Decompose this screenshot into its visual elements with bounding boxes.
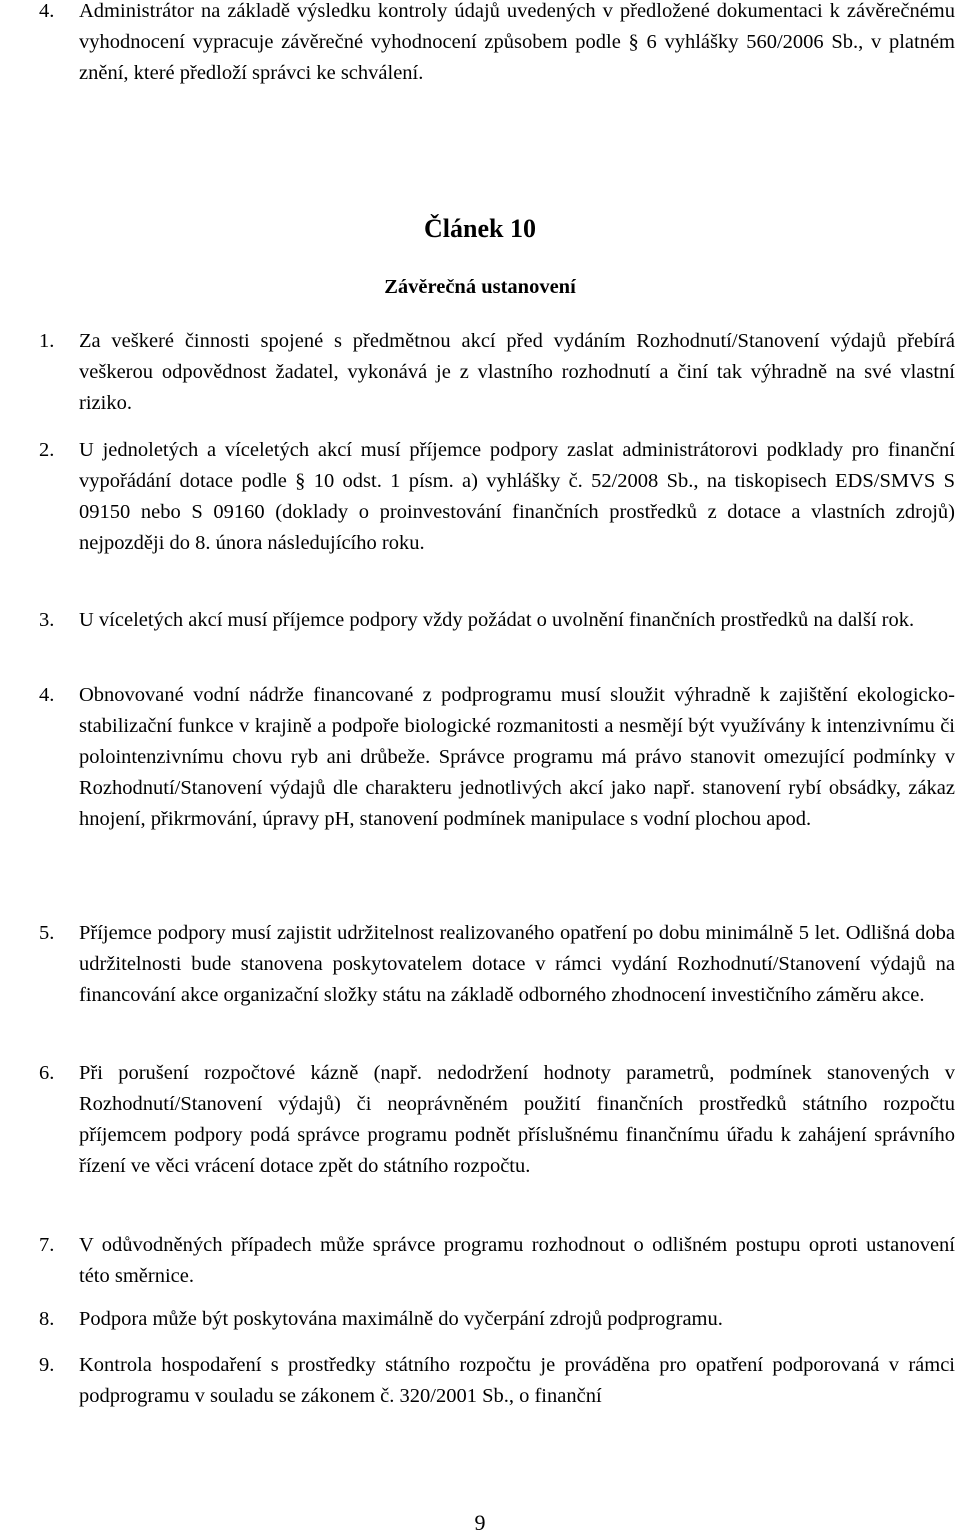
paragraph-text: Za veškeré činnosti spojené s předmětnou akcí před vydáním Rozhodnutí/Stanovení výdajů přebírá veškerou odpovědnost žadatel, vykonává je z vlastního rozhodnutí a činí tak výhradně na své vlastní riziko. bbox=[79, 330, 955, 414]
paragraph-number: 3. bbox=[39, 609, 55, 631]
article-title: Článek 10 bbox=[424, 214, 536, 243]
paragraph-number: 8. bbox=[39, 1308, 55, 1330]
paragraph-text: Při porušení rozpočtové kázně (např. nedodržení hodnoty parametrů, podmínek stanovených v Rozhodnutí/Stanovení výdajů) či neoprávněném použití finančních prostředků státního rozpočtu příjemcem podpory podá správce programu podnět příslušnému finančnímu úřadu k zahájení správního řízení ve věci vrácení dotace zpět do státního rozpočtu. bbox=[79, 1062, 955, 1177]
paragraph-text: Obnovované vodní nádrže financované z podprogramu musí sloužit výhradně k zajištění ekologicko-stabilizační funkce v krajině a podpoře biologické rozmanitosti a nesmějí být využívány k intenzivnímu či polointenzivnímu chovu ryb ani drůbeže. Správce programu má právo stanovit omezující podmínky v Rozhodnutí/Stanovení výdajů dle charakteru jednotlivých akcí jako např. stanovení rybí obsádky, zákaz hnojení, přikrmování, úpravy pH, stanovení podmínek manipulace s vodní plochou apod. bbox=[79, 684, 955, 830]
paragraph-number: 6. bbox=[39, 1062, 55, 1084]
paragraph-text: V odůvodněných případech může správce programu rozhodnout o odlišném postupu oproti ustanovení této směrnice. bbox=[79, 1234, 955, 1287]
paragraph-text: U víceletých akcí musí příjemce podpory vždy požádat o uvolnění finančních prostředků na další rok. bbox=[79, 609, 915, 631]
page-number: 9 bbox=[474, 1510, 486, 1535]
paragraph-number: 4. bbox=[39, 0, 55, 22]
paragraph-number: 4. bbox=[39, 684, 55, 706]
paragraph-number: 1. bbox=[39, 330, 55, 352]
paragraph-number: 2. bbox=[39, 439, 55, 461]
paragraph-text: Podpora může být poskytována maximálně do vyčerpání zdrojů podprogramu. bbox=[79, 1308, 723, 1330]
paragraph-text: U jednoletých a víceletých akcí musí příjemce podpory zaslat administrátorovi podklady pro finanční vypořádání dotace podle § 10 odst. 1 písm. a) vyhlášky č. 52/2008 Sb., na tiskopisech EDS/SMVS S 09150 nebo S 09160 (doklady o proinvestování finančních prostředků z dotace a vlastních zdrojů) nejpozději do 8. února následujícího roku. bbox=[79, 439, 955, 554]
paragraph-text: Příjemce podpory musí zajistit udržitelnost realizovaného opatření po dobu minimálně 5 let. Odlišná doba udržitelnosti bude stanovena poskytovatelem dotace v rámci vydání Rozhodnutí/Stanovení výdajů na financování akce organizační složky státu na základě odborného zhodnocení investičního záměru akce. bbox=[79, 922, 955, 1006]
paragraph-number: 7. bbox=[39, 1234, 55, 1256]
article-subtitle: Závěrečná ustanovení bbox=[384, 276, 576, 298]
paragraph-number: 9. bbox=[39, 1354, 55, 1376]
paragraph-text: Administrátor na základě výsledku kontroly údajů uvedených v předložené dokumentaci k závěrečnému vyhodnocení vypracuje závěrečné vyhodnocení způsobem podle § 6 vyhlášky 560/2006 Sb., v platném znění, které předloží správci ke schválení. bbox=[79, 0, 955, 84]
paragraph-number: 5. bbox=[39, 922, 55, 944]
paragraph-text: Kontrola hospodaření s prostředky státního rozpočtu je prováděna pro opatření podporovaná v rámci podprogramu v souladu se zákonem č. 320/2001 Sb., o finanční bbox=[79, 1354, 955, 1407]
